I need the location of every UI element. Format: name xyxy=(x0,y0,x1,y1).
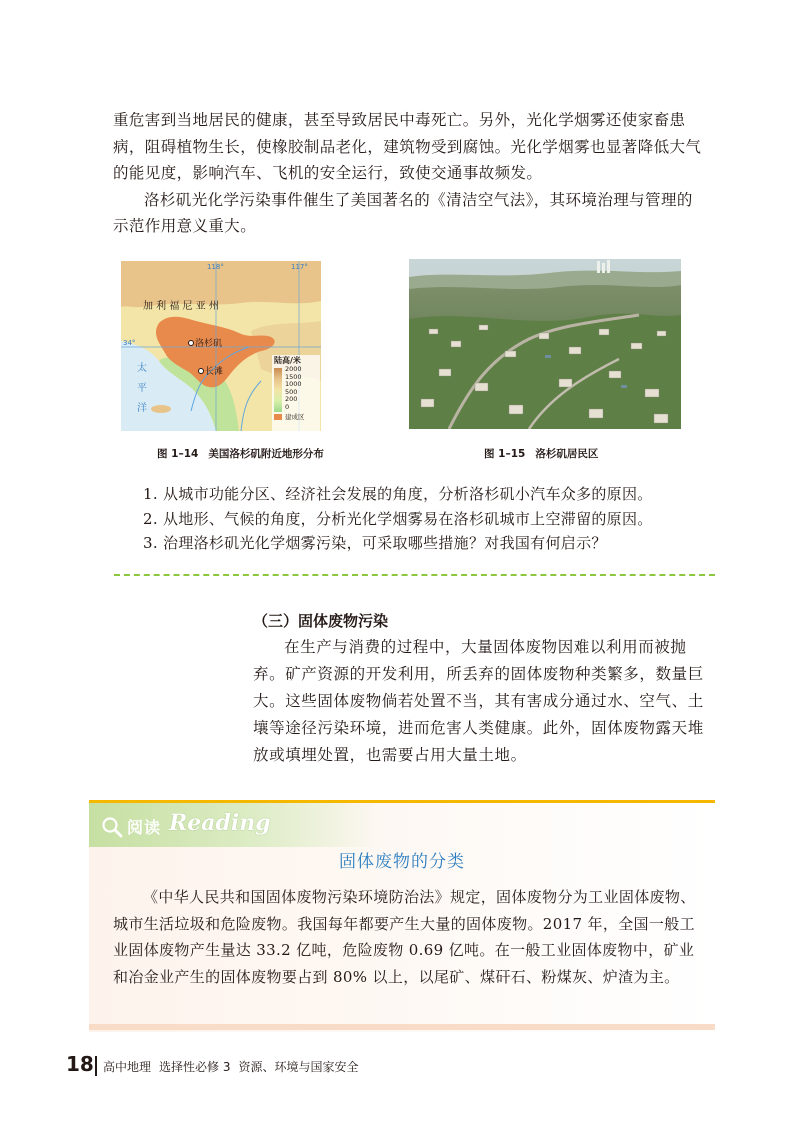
legend-value: 200 xyxy=(285,395,298,403)
city-marker-la xyxy=(189,341,194,346)
legend-builtup-swatch xyxy=(274,414,282,420)
reading-tab xyxy=(89,803,381,847)
page-number: 18 xyxy=(66,1052,94,1076)
legend-value: 500 xyxy=(285,387,298,396)
legend-scale xyxy=(272,366,320,422)
city-label-la: 洛杉矶 xyxy=(195,339,223,349)
figure-15-caption xyxy=(484,446,598,461)
ocean-char: 洋 xyxy=(137,403,147,414)
question-item: 3. 治理洛杉矶光化学烟雾污染，可采取哪些措施？对我国有何启示？ xyxy=(143,534,607,552)
question-item: 2. 从地形、气候的角度，分析光化学烟雾易在洛杉矶城市上空滞留的原因。 xyxy=(143,509,653,528)
la-terrain-map xyxy=(121,261,321,431)
figure-14-number: 图 1–14 xyxy=(157,448,199,460)
reading-text xyxy=(113,884,703,990)
question-item: 1. 从城市功能分区、经济社会发展的角度，分析洛杉矶小汽车众多的原因。 xyxy=(143,485,653,503)
reading-bottom-bar xyxy=(89,1024,715,1030)
section-body: 在生产与消费的过程中，大量固体废物因难以利用而被抛弃。矿产资源的开发利用，所丢弃的固体废物种类繁多，数量巨大。这些固体废物倘若处置不当，其有害成分通过水、空气、土壤等途径污染环境，进而危害人类健康。此外，固体废物露天堆放或填埋处置，也需要占用大量土地。 xyxy=(253,638,704,764)
photo-graphic xyxy=(409,259,681,429)
city-label-longbeach: 长滩 xyxy=(205,367,224,377)
footer-book: 高中地理 xyxy=(103,1060,152,1074)
questions-list xyxy=(143,482,703,556)
intro-text xyxy=(113,107,705,240)
section-solid-waste xyxy=(253,608,713,769)
reading-title: 固体废物的分类 xyxy=(339,852,465,872)
legend-value: 0 xyxy=(285,402,290,411)
reading-label-english: Reading xyxy=(169,810,271,836)
legend-values xyxy=(285,366,302,411)
city-marker-longbeach xyxy=(199,369,204,374)
footer-volume: 选择性必修 3 xyxy=(159,1060,231,1074)
intro-paragraph-2: 洛杉矶光化学污染事件催生了美国著名的《清洁空气法》，其环境治理与管理的示范作用意义重大。 xyxy=(113,190,693,235)
section-title: （三）固体废物污染 xyxy=(253,612,389,630)
legend-value: 2000 xyxy=(285,365,302,373)
region-label: 加 利 福 尼 亚 州 xyxy=(143,301,219,312)
lon-label-1: 118° xyxy=(207,263,224,271)
lat-label: 34° xyxy=(123,339,136,347)
intro-paragraph-1: 重危害到当地居民的健康，甚至导致居民中毒死亡。另外，光化学烟雾还使家畜患病，阻碍植物生长，使橡胶制品老化，建筑物受到腐蚀。光化学烟雾也显著降低大气的能见度，影响汽车、飞机的安全运行，致使交通事故频发。 xyxy=(113,111,702,182)
la-residential-photo xyxy=(409,259,681,429)
ocean-char: 太 xyxy=(137,363,147,374)
legend-value: 1500 xyxy=(285,372,302,381)
reading-paragraph: 《中华人民共和国固体废物污染环境防治法》规定，固体废物分为工业固体废物、城市生活垃圾和危险废物。我国每年都要产生大量的固体废物。2017 年，全国一般工业固体废物产生量达 33.2 亿吨，危险废物 0.69 亿吨。在一般工业固体废物中，矿业和冶金业产生的固体废物要占到 80% 以上，以尾矿、煤矸石、粉煤灰、炉渣为主。 xyxy=(113,888,696,986)
lon-label-2: 117° xyxy=(291,263,308,271)
figure-15-title: 洛杉矶居民区 xyxy=(535,448,599,460)
magnifier-icon xyxy=(101,816,123,838)
legend-value: 1000 xyxy=(285,380,302,388)
dashed-divider xyxy=(114,574,715,576)
ocean-char: 平 xyxy=(137,383,147,394)
ocean-label xyxy=(137,359,147,419)
figure-14-title: 美国洛杉矶附近地形分布 xyxy=(208,448,324,460)
footer-subtitle: 资源、环境与国家安全 xyxy=(238,1060,359,1074)
footer-book-info xyxy=(103,1058,366,1075)
reading-box xyxy=(89,800,715,1032)
island xyxy=(151,405,171,413)
footer-divider xyxy=(95,1056,97,1076)
legend-builtup-label: 建成区 xyxy=(285,413,305,421)
legend-title: 陆高/米 xyxy=(274,356,301,365)
map-legend xyxy=(272,355,320,431)
reading-label: 阅读 xyxy=(127,818,162,837)
figure-15-number: 图 1–15 xyxy=(484,448,526,460)
legend-colorbar xyxy=(274,368,282,412)
figure-14-caption xyxy=(157,446,324,461)
